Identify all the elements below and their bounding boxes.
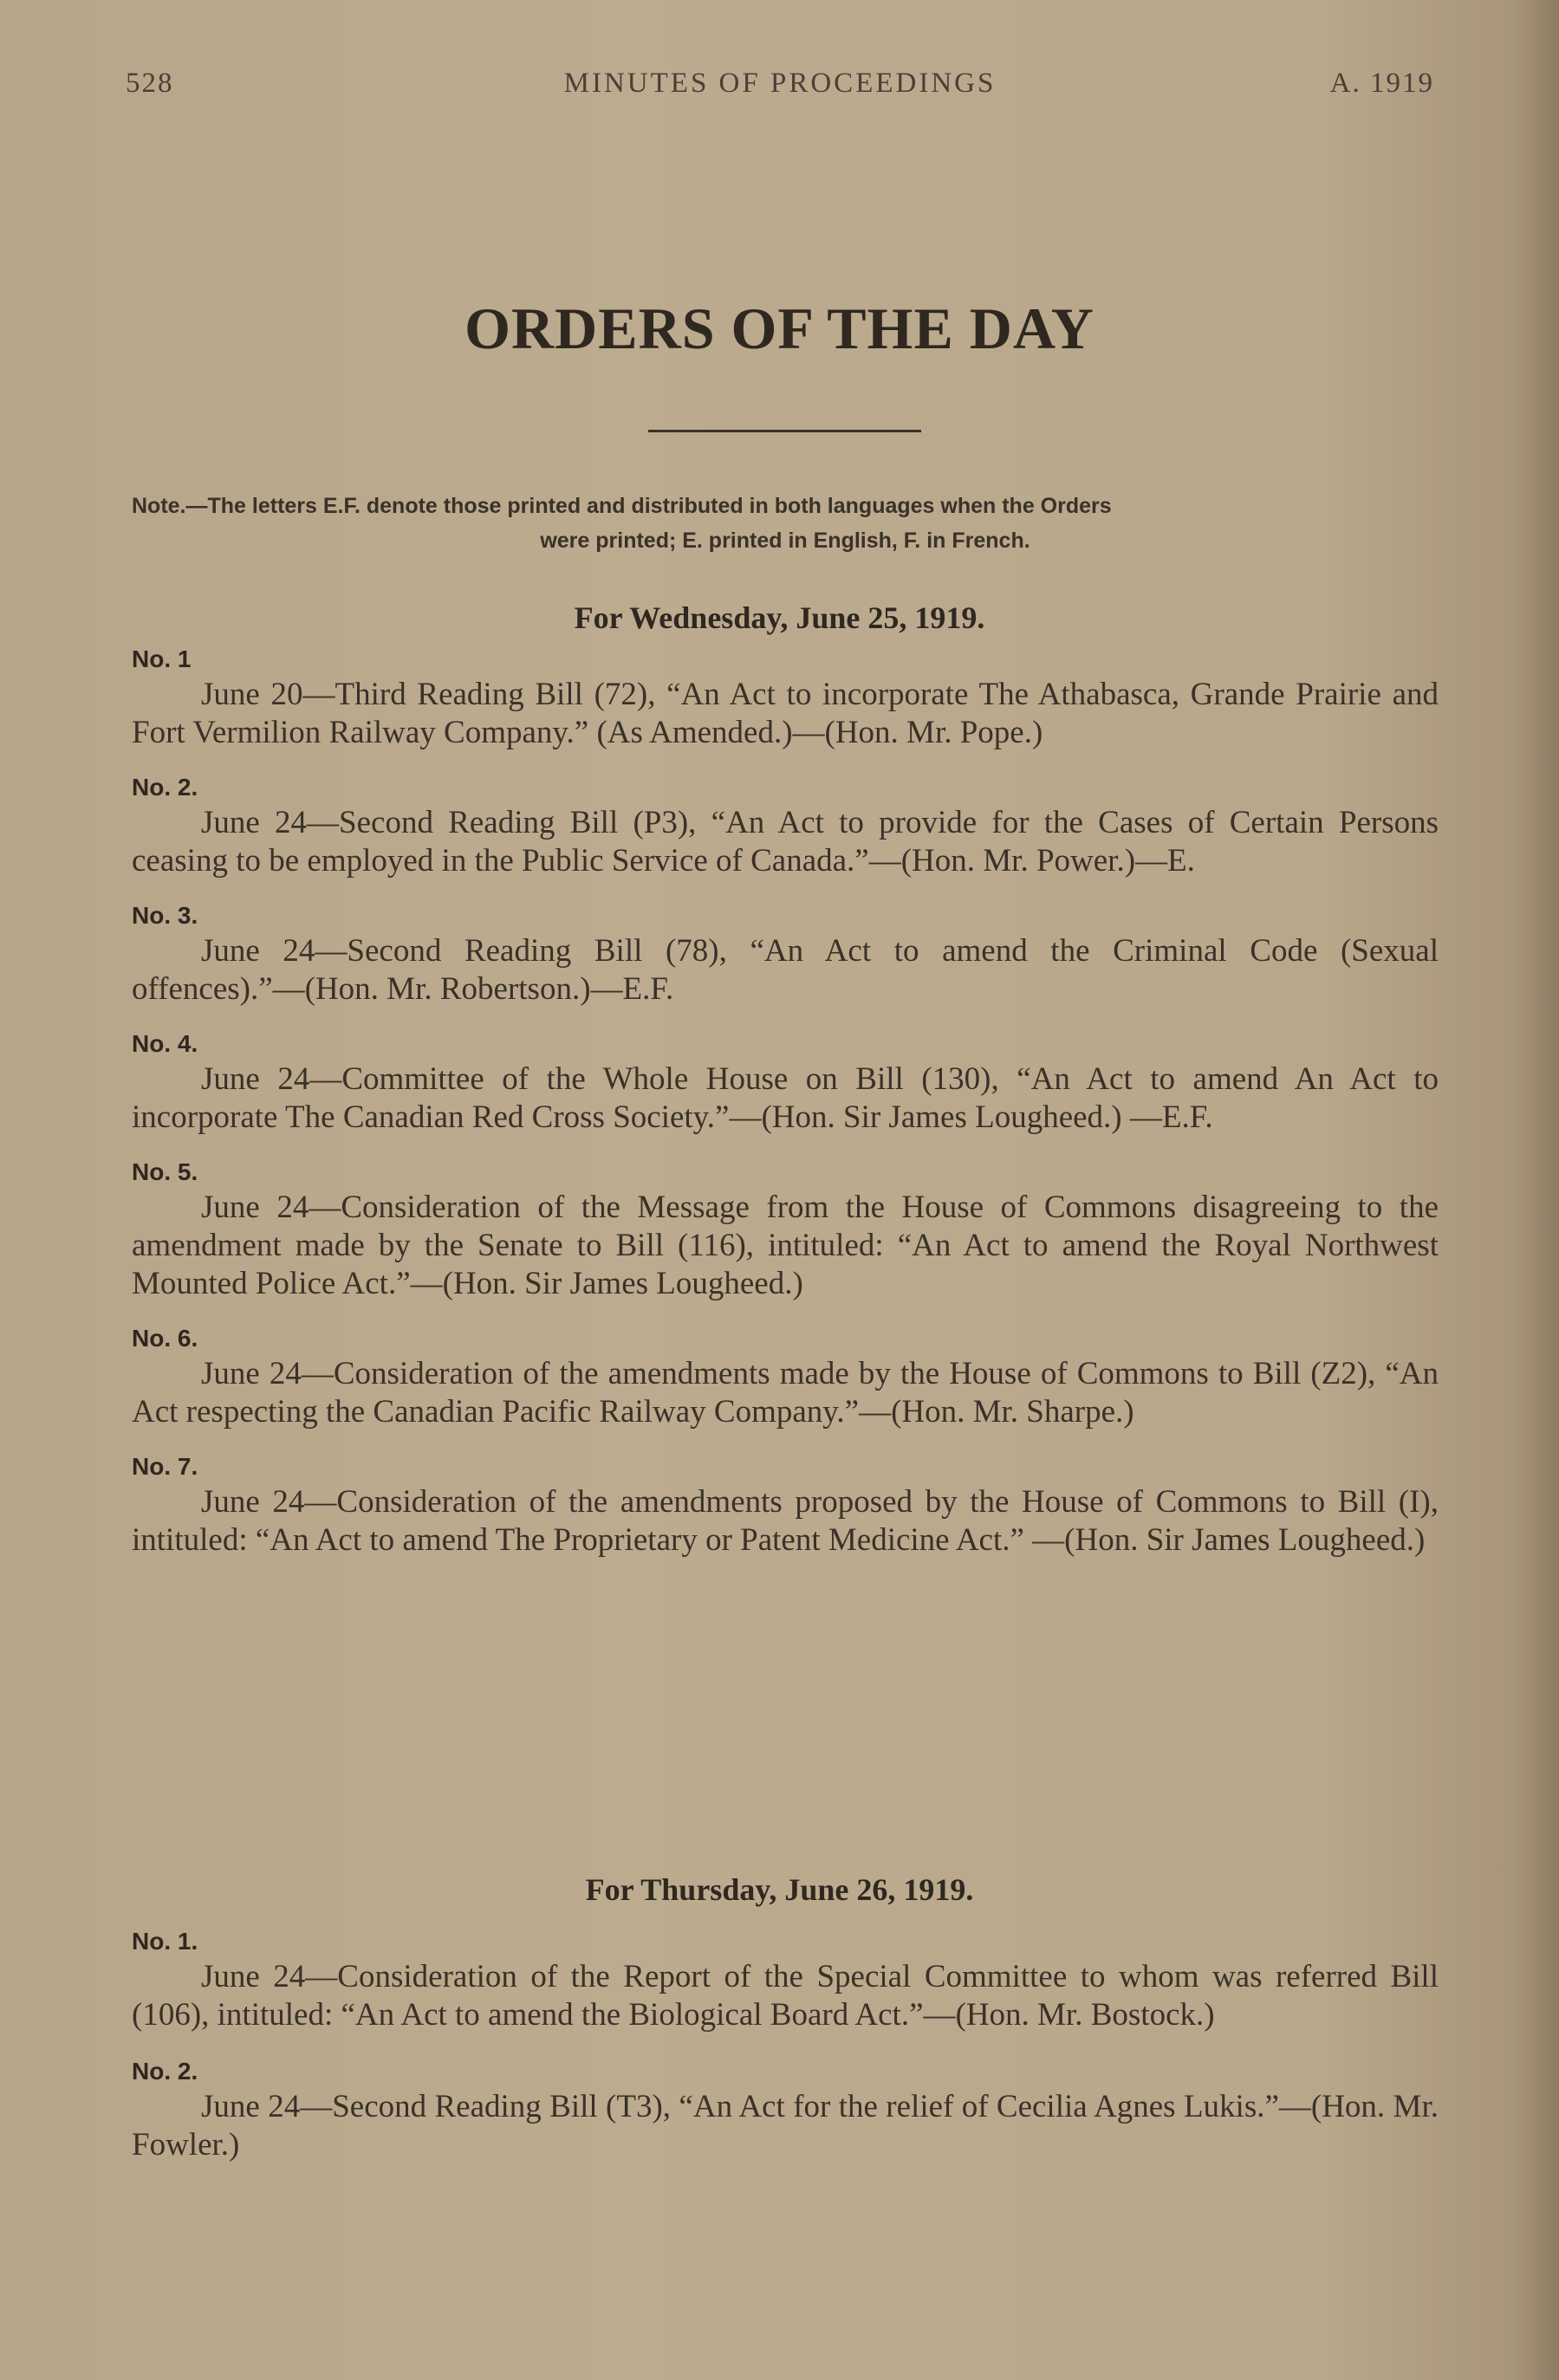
order-item — [132, 643, 1439, 752]
order-number: No. 2. — [132, 2058, 198, 2085]
running-title: MINUTES OF PROCEEDINGS — [563, 68, 997, 99]
note-line-2: were printed; E. printed in English, F. in French. — [540, 529, 1030, 553]
order-text: June 24—Second Reading Bill (P3), “An Act to provide for the Cases of Certain Persons ceasing to be employed in the Public Service of Canada.”—(Hon. Mr. Power.)—E. — [132, 805, 1439, 879]
order-item — [132, 1028, 1439, 1137]
order-item — [132, 1450, 1439, 1560]
order-number: No. 6. — [132, 1325, 198, 1352]
running-header — [126, 68, 1434, 106]
order-number: No. 2. — [132, 774, 198, 801]
header-year: A. 1919 — [1329, 68, 1434, 99]
order-number: No. 7. — [132, 1453, 198, 1480]
order-text: June 20—Third Reading Bill (72), “An Act to incorporate The Athabasca, Grande Prairie and Fort Vermilion Railway Company.” (As Amended.)—(Hon. Mr. Pope.) — [132, 677, 1439, 750]
title-divider — [648, 430, 921, 432]
orders-list-thursday — [132, 1925, 1439, 2185]
order-item — [132, 1156, 1439, 1303]
day-heading-thursday: For Thursday, June 26, 1919. — [585, 1872, 974, 1907]
order-item — [132, 2055, 1439, 2164]
order-number: No. 4. — [132, 1030, 198, 1057]
order-number: No. 3. — [132, 902, 198, 929]
order-text: June 24—Consideration of the Message from the House of Commons disagreeing to the amendment made by the Senate to Bill (116), intituled: “An Act to amend the Royal Northwest Mounted Police Act.”—(Hon. Sir James Lougheed.) — [132, 1190, 1439, 1301]
order-text: June 24—Consideration of the Report of the Special Committee to whom was referred Bill (106), intituled: “An Act to amend the Biological Board Act.”—(Hon. Mr. Bostock.) — [132, 1959, 1439, 2033]
note-line-1: Note.—The letters E.F. denote those printed and distributed in both languages when the Orders — [132, 494, 1112, 518]
order-number: No. 5. — [132, 1158, 198, 1185]
order-number: No. 1 — [132, 645, 192, 672]
order-text: June 24—Second Reading Bill (T3), “An Act for the relief of Cecilia Agnes Lukis.”—(Hon. Mr. Fowler.) — [132, 2089, 1439, 2163]
page-number: 528 — [126, 68, 174, 99]
order-text: June 24—Committee of the Whole House on Bill (130), “An Act to amend An Act to incorporate The Canadian Red Cross Society.”—(Hon. Sir James Lougheed.) —E.F. — [132, 1061, 1439, 1135]
printing-note — [132, 489, 1439, 558]
orders-list-wednesday — [132, 643, 1439, 1579]
order-number: No. 1. — [132, 1928, 198, 1955]
order-item — [132, 1322, 1439, 1431]
order-text: June 24—Consideration of the amendments made by the House of Commons to Bill (Z2), “An Act respecting the Canadian Pacific Railway Company.”—(Hon. Mr. Sharpe.) — [132, 1356, 1439, 1430]
order-item — [132, 1925, 1439, 2034]
page-title: ORDERS OF THE DAY — [464, 295, 1095, 361]
order-text: June 24—Second Reading Bill (78), “An Act to amend the Criminal Code (Sexual offences).”—(Hon. Mr. Robertson.)—E.F. — [132, 933, 1439, 1007]
order-item — [132, 899, 1439, 1008]
order-item — [132, 771, 1439, 880]
order-text: June 24—Consideration of the amendments proposed by the House of Commons to Bill (I), intituled: “An Act to amend The Proprietary or Patent Medicine Act.” —(Hon. Sir James Lougheed.) — [132, 1484, 1439, 1558]
day-heading-wednesday: For Wednesday, June 25, 1919. — [574, 600, 985, 635]
